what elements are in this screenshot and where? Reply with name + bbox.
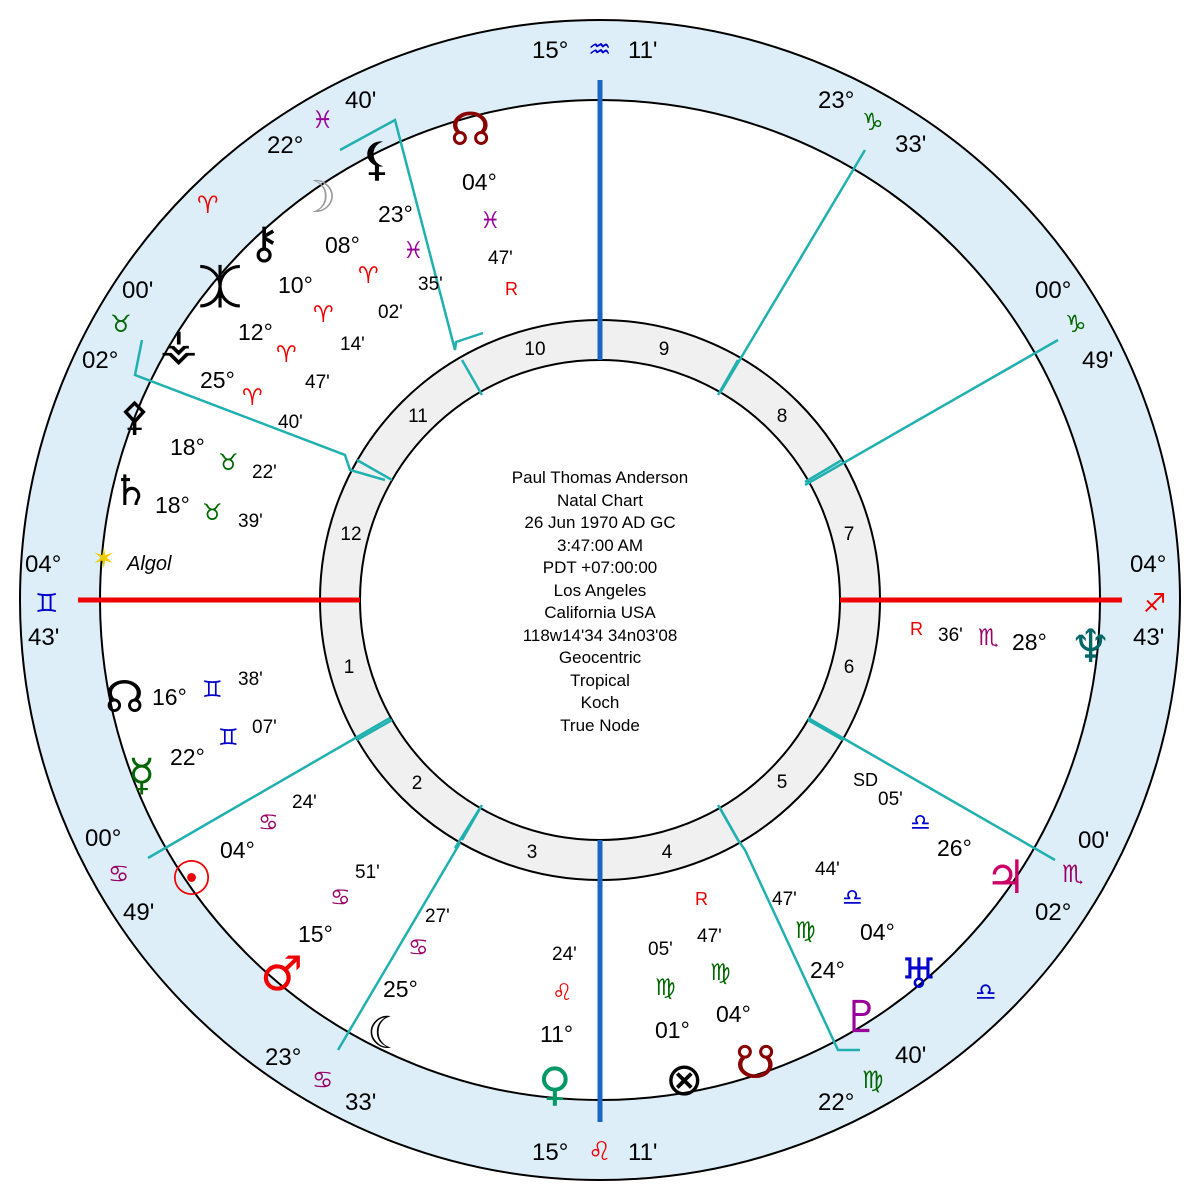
info-line-perspective: Geocentric bbox=[558, 648, 642, 667]
cusp6-degree: 02° bbox=[1035, 899, 1072, 926]
black-moon-degree: 25° bbox=[383, 976, 418, 1002]
mars-degree: 15° bbox=[298, 921, 333, 947]
mars-icon: ♂ bbox=[260, 946, 304, 1002]
uranus-sign: ♎ bbox=[842, 885, 863, 911]
pluto-sign: ♍ bbox=[795, 918, 816, 944]
algol-star-icon: ✶ bbox=[92, 542, 116, 575]
info-line-coords: 118w14'34 34n03'08 bbox=[522, 626, 678, 645]
vesta-icon: ⚶ bbox=[160, 320, 198, 371]
sun-degree: 04° bbox=[220, 837, 255, 863]
saturn-sign: ♉ bbox=[202, 500, 223, 526]
pluto-degree: 24° bbox=[810, 957, 845, 983]
eris-degree: 12° bbox=[238, 319, 273, 345]
house-number-12: 12 bbox=[340, 524, 362, 545]
info-line-date: 26 Jun 1970 AD GC bbox=[524, 513, 676, 532]
cusp11-minutes: 40' bbox=[345, 87, 377, 114]
eris-minutes: 47' bbox=[305, 372, 330, 393]
cusp6-minutes: 00' bbox=[1078, 827, 1110, 854]
vesta-degree: 25° bbox=[200, 367, 235, 393]
house-number-3: 3 bbox=[526, 842, 538, 863]
neptune-minutes: 36' bbox=[938, 625, 963, 646]
cusp6-sign: ♏ bbox=[1062, 860, 1084, 888]
mc-degree: 15° bbox=[532, 37, 569, 64]
info-line-time: 3:47:00 AM bbox=[556, 536, 644, 555]
cusp11-degree: 22° bbox=[267, 132, 304, 159]
cusp8-sign: ♑ bbox=[1065, 310, 1087, 338]
mercury-sign: ♊ bbox=[218, 725, 239, 751]
asc-minutes: 43' bbox=[28, 624, 60, 651]
cusp12-degree: 02° bbox=[82, 347, 119, 374]
north-node-retro: R bbox=[505, 279, 518, 299]
jupiter-minutes: 05' bbox=[878, 789, 903, 810]
desc-sign: ♐ bbox=[1143, 589, 1167, 619]
black-moon-sign: ♋ bbox=[408, 935, 429, 961]
sun-minutes: 24' bbox=[292, 792, 317, 813]
lilith-sign: ♓ bbox=[403, 238, 424, 264]
info-line-type: Natal Chart bbox=[557, 491, 643, 510]
jupiter-icon: ♃ bbox=[985, 850, 1027, 904]
cusp8-minutes: 49' bbox=[1082, 347, 1114, 374]
house-number-4: 4 bbox=[661, 842, 673, 863]
mc-minutes: 11' bbox=[628, 37, 658, 64]
pluto-icon: ♇ bbox=[842, 992, 882, 1043]
venus-minutes: 24' bbox=[552, 944, 577, 965]
black-moon-icon: ☾ bbox=[367, 1008, 407, 1059]
moon-minutes: 02' bbox=[378, 302, 403, 323]
pluto-minutes: 47' bbox=[772, 889, 797, 910]
jupiter-station: SD bbox=[853, 770, 879, 790]
algol-label: Algol bbox=[127, 553, 172, 575]
lilith-minutes: 35' bbox=[418, 274, 443, 295]
mars-minutes: 51' bbox=[355, 862, 380, 883]
house-number-5: 5 bbox=[776, 772, 788, 793]
chiron-sign: ♈ bbox=[313, 302, 334, 328]
pallas-degree: 18° bbox=[170, 434, 205, 460]
mc-sign: ♒ bbox=[588, 35, 612, 65]
moon-icon: ☽ bbox=[297, 172, 337, 223]
true-node-minutes: 38' bbox=[238, 669, 263, 690]
pallas-icon: ⚴ bbox=[120, 394, 150, 440]
black-moon-minutes: 27' bbox=[425, 906, 450, 927]
pallas-minutes: 22' bbox=[252, 462, 277, 483]
info-line-zodiac: Tropical bbox=[570, 671, 630, 690]
cusp9-minutes: 33' bbox=[895, 131, 927, 158]
sun-icon: ☉ bbox=[170, 851, 214, 907]
cusp11-sign: ♓ bbox=[312, 106, 334, 134]
moon-degree: 08° bbox=[325, 232, 360, 258]
cusp9-degree: 23° bbox=[818, 87, 855, 114]
cusp3-minutes: 33' bbox=[345, 1089, 377, 1116]
lilith-icon: ⚸ bbox=[360, 132, 394, 186]
info-line-zone: PDT +07:00:00 bbox=[542, 558, 658, 577]
aries-marker-upper: ♈ bbox=[197, 191, 219, 219]
ic-sign: ♌ bbox=[588, 1137, 612, 1167]
sun-sign: ♋ bbox=[258, 810, 279, 836]
info-line-node: True Node bbox=[560, 716, 640, 735]
cusp12-sign: ♉ bbox=[110, 310, 132, 338]
cusp3-sign: ♋ bbox=[312, 1066, 334, 1094]
eris-sign: ♈ bbox=[276, 342, 297, 368]
house-number-8: 8 bbox=[776, 406, 788, 427]
house-number-2: 2 bbox=[411, 773, 423, 794]
neptune-sign: ♏ bbox=[978, 625, 999, 651]
true-node-icon: ☊ bbox=[105, 672, 145, 723]
lilith-degree: 23° bbox=[378, 201, 413, 227]
info-line-name: Paul Thomas Anderson bbox=[511, 468, 689, 487]
moon-sign: ♈ bbox=[358, 263, 379, 289]
vesta-sign: ♈ bbox=[242, 385, 263, 411]
south-node-icon: ☋ bbox=[735, 1035, 776, 1089]
cusp5-minutes: 40' bbox=[895, 1042, 927, 1069]
vesta-minutes: 40' bbox=[278, 412, 303, 433]
neptune-degree: 28° bbox=[1012, 629, 1047, 655]
cusp2-sign: ♋ bbox=[108, 860, 130, 888]
jupiter-sign: ♎ bbox=[910, 810, 931, 836]
libra-marker-right: ♎ bbox=[975, 978, 997, 1006]
asc-sign: ♊ bbox=[35, 589, 59, 619]
house-number-9: 9 bbox=[658, 339, 670, 360]
mercury-icon: ☿ bbox=[128, 750, 156, 801]
cusp2-minutes: 49' bbox=[123, 899, 155, 926]
venus-sign: ♌ bbox=[552, 980, 573, 1006]
fortune-degree: 01° bbox=[655, 1017, 690, 1043]
eris-icon: ⯰ bbox=[198, 262, 243, 313]
desc-minutes: 43' bbox=[1133, 624, 1165, 651]
cusp3-degree: 23° bbox=[265, 1044, 302, 1071]
true-node-sign: ♊ bbox=[202, 677, 223, 703]
chiron-minutes: 14' bbox=[340, 334, 365, 355]
ic-minutes: 11' bbox=[628, 1139, 658, 1166]
north-node-minutes: 47' bbox=[488, 248, 513, 269]
neptune-retro: R bbox=[910, 619, 923, 639]
uranus-icon: ♅ bbox=[900, 949, 938, 998]
fortune-icon: ⊗ bbox=[665, 1052, 704, 1106]
house-number-10: 10 bbox=[524, 339, 546, 360]
saturn-degree: 18° bbox=[155, 492, 190, 518]
mercury-minutes: 07' bbox=[252, 717, 277, 738]
pallas-sign: ♉ bbox=[218, 450, 239, 476]
uranus-minutes: 44' bbox=[815, 859, 840, 880]
ic-degree: 15° bbox=[532, 1139, 569, 1166]
north-node-sign: ♓ bbox=[480, 208, 501, 234]
house-number-1: 1 bbox=[343, 657, 355, 678]
mars-sign: ♋ bbox=[330, 885, 351, 911]
north-node-icon: ☊ bbox=[450, 102, 491, 156]
venus-degree: 11° bbox=[540, 1021, 574, 1047]
south-node-degree: 04° bbox=[716, 1001, 751, 1027]
cusp9-sign: ♑ bbox=[862, 108, 884, 136]
house-number-6: 6 bbox=[843, 657, 855, 678]
cusp5-sign: ♍ bbox=[862, 1066, 884, 1094]
mercury-degree: 22° bbox=[170, 744, 205, 770]
house-number-7: 7 bbox=[843, 524, 855, 545]
asc-degree: 04° bbox=[25, 551, 62, 578]
saturn-icon: ♄ bbox=[112, 466, 150, 515]
cusp2-degree: 00° bbox=[85, 825, 122, 852]
saturn-minutes: 39' bbox=[238, 511, 263, 532]
cusp12-minutes: 00' bbox=[122, 277, 154, 304]
south-node-sign: ♍ bbox=[710, 960, 731, 986]
venus-icon: ♀ bbox=[538, 1057, 572, 1111]
neptune-icon: ♆ bbox=[1070, 619, 1112, 673]
info-line-house-system: Koch bbox=[580, 693, 620, 712]
fortune-sign: ♍ bbox=[655, 975, 676, 1001]
cusp8-degree: 00° bbox=[1035, 277, 1072, 304]
info-line-region: California USA bbox=[544, 603, 656, 622]
chiron-icon: ⚷ bbox=[248, 218, 281, 269]
uranus-degree: 04° bbox=[860, 919, 895, 945]
chiron-degree: 10° bbox=[278, 272, 313, 298]
true-node-degree: 16° bbox=[152, 684, 187, 710]
info-line-city: Los Angeles bbox=[553, 581, 647, 600]
jupiter-degree: 26° bbox=[937, 835, 972, 861]
south-node-minutes: 47' bbox=[697, 926, 722, 947]
cusp5-degree: 22° bbox=[818, 1089, 855, 1116]
house-ring-inner bbox=[360, 360, 840, 840]
desc-degree: 04° bbox=[1130, 551, 1167, 578]
south-node-retro: R bbox=[695, 889, 708, 909]
house-number-11: 11 bbox=[408, 406, 428, 427]
north-node-degree: 04° bbox=[462, 169, 497, 195]
fortune-minutes: 05' bbox=[648, 939, 673, 960]
